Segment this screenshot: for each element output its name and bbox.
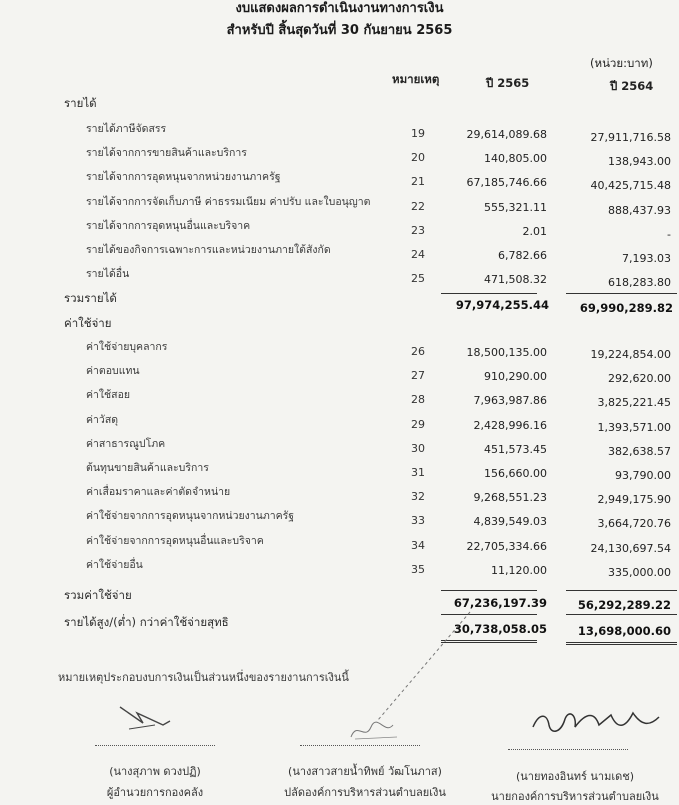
expense-row-note: 34 bbox=[411, 538, 425, 552]
revenue-row-note: 19 bbox=[411, 127, 425, 140]
expense-row-2564: 19,224,854.00 bbox=[590, 348, 671, 361]
revenue-row-note: 23 bbox=[411, 223, 425, 237]
expense-row-note: 35 bbox=[411, 562, 425, 576]
expense-row-label: ค่าใช้จ่ายบุคลากร bbox=[86, 341, 168, 353]
expense-row-label: ค่าสาธารณูปโภค bbox=[86, 437, 166, 450]
signature-1-title: ผู้อำนวยการกองคลัง bbox=[106, 786, 204, 799]
signature-3-name: (นายทองอินทร์ นามเดช) bbox=[515, 770, 635, 783]
revenue-row-2565: 140,805.00 bbox=[484, 152, 547, 166]
revenue-row-label: รายได้จากการอุดหนุนจากหน่วยงานภาครัฐ bbox=[86, 171, 281, 184]
expense-heading: ค่าใช้จ่าย bbox=[64, 316, 112, 330]
report-subtitle: สำหรับปี สิ้นสุดวันที่ 30 กันยายน 2565 bbox=[226, 23, 453, 38]
expense-row-2565: 7,963,987.86 bbox=[473, 394, 547, 408]
expense-row-2565: 4,839,549.03 bbox=[473, 515, 547, 529]
revenue-total-label: รวมรายได้ bbox=[64, 291, 117, 305]
revenue-row-2565: 471,508.32 bbox=[484, 273, 547, 287]
revenue-row-note: 20 bbox=[411, 151, 425, 165]
expense-row-2564: 2,949,175.90 bbox=[597, 493, 671, 507]
expense-row-label: ค่าวัสดุ bbox=[86, 413, 119, 426]
revenue-row-2565: 29,614,089.68 bbox=[466, 128, 547, 141]
expense-total-2565: 67,236,197.39 bbox=[453, 596, 547, 610]
signature-3-title: นายกองค์การบริหารส่วนตำบลยเงิน bbox=[491, 790, 659, 803]
expense-row-note: 32 bbox=[411, 490, 425, 504]
expense-row-2564: 335,000.00 bbox=[608, 565, 671, 579]
expense-row-note: 28 bbox=[411, 393, 425, 407]
expense-row-note: 29 bbox=[411, 417, 425, 431]
revenue-row-2565: 6,782.66 bbox=[498, 249, 547, 262]
revenue-row-note: 22 bbox=[411, 199, 425, 213]
expense-row-2565: 2,428,996.16 bbox=[473, 418, 547, 432]
expense-total-2564: 56,292,289.22 bbox=[577, 598, 671, 612]
expense-row-2564: 3,825,221.45 bbox=[597, 396, 671, 410]
revenue-row-2565: 2.01 bbox=[522, 224, 547, 238]
revenue-row-label: รายได้ของกิจการเฉพาะการและหน่วยงานภายใต้สังกัด bbox=[86, 244, 331, 256]
surplus-2564: 13,698,000.60 bbox=[577, 624, 671, 638]
revenue-row-2565: 67,185,746.66 bbox=[466, 176, 547, 190]
revenue-row-label: รายได้จากการอุดหนุนอื่นและบริจาค bbox=[86, 219, 251, 232]
surplus-label: รายได้สูง/(ต่ำ) กว่าค่าใช้จ่ายสุทธิ bbox=[64, 615, 229, 629]
signature-line-3 bbox=[508, 749, 628, 750]
signature-3-scribble bbox=[525, 705, 665, 741]
revenue-total-2565: 97,974,255.44 bbox=[455, 298, 549, 312]
revenue-row-2565: 555,321.11 bbox=[484, 200, 547, 214]
expense-row-2564: 1,393,571.00 bbox=[597, 420, 671, 434]
expense-row-2564: 292,620.00 bbox=[608, 372, 671, 386]
signature-2-name: (นางสาวสายน้ำทิพย์ วัฒโนภาส) bbox=[288, 765, 442, 778]
expense-row-note: 27 bbox=[411, 369, 425, 383]
revenue-row-label: รายได้อื่น bbox=[86, 268, 130, 281]
expense-row-note: 33 bbox=[411, 514, 425, 528]
expense-row-2565: 451,573.45 bbox=[484, 442, 547, 456]
expense-row-label: ค่าเสื่อมราคาและค่าตัดจำหน่าย bbox=[86, 486, 231, 499]
expense-row-label: ค่าใช้สอย bbox=[86, 389, 131, 402]
revenue-row-label: รายได้ภาษีจัดสรร bbox=[86, 123, 167, 135]
surplus-2565: 30,738,058.05 bbox=[453, 622, 547, 636]
revenue-row-label: รายได้จากการจัดเก็บภาษี ค่าธรรมเนียม ค่าปรับ และใบอนุญาต bbox=[86, 195, 371, 208]
expense-row-2564: 93,790.00 bbox=[615, 469, 671, 482]
expense-row-2565: 11,120.00 bbox=[491, 563, 547, 577]
revenue-row-2564: 138,943.00 bbox=[608, 155, 671, 169]
signature-1-name: (นางสุภาพ ดวงปฏิ) bbox=[109, 765, 201, 778]
col-2564-header: ปี 2564 bbox=[610, 79, 654, 93]
expense-row-2564: 382,638.57 bbox=[608, 444, 671, 458]
revenue-row-2564: 888,437.93 bbox=[608, 203, 671, 217]
expense-row-2565: 9,268,551.23 bbox=[473, 491, 547, 505]
expense-row-2565: 22,705,334.66 bbox=[466, 539, 547, 553]
revenue-row-2564: 27,911,716.58 bbox=[590, 131, 671, 144]
expense-row-label: ค่าใช้จ่ายอื่น bbox=[86, 558, 143, 571]
revenue-row-2564: - bbox=[667, 227, 671, 241]
expense-row-note: 31 bbox=[411, 466, 425, 479]
revenue-row-label: รายได้จากการขายสินค้าและบริการ bbox=[86, 147, 247, 160]
expense-row-2564: 3,664,720.76 bbox=[597, 517, 671, 531]
signature-1-scribble bbox=[115, 695, 185, 735]
revenue-heading: รายได้ bbox=[64, 96, 97, 110]
expense-row-2565: 910,290.00 bbox=[484, 370, 547, 384]
revenue-row-2564: 7,193.03 bbox=[622, 252, 671, 265]
revenue-row-2564: 618,283.80 bbox=[608, 276, 671, 290]
revenue-row-note: 21 bbox=[411, 175, 425, 189]
col-note-header: หมายเหตุ bbox=[392, 72, 440, 86]
revenue-row-note: 24 bbox=[411, 248, 425, 261]
unit-label: (หน่วย:บาท) bbox=[590, 56, 653, 70]
expense-row-label: ค่าใช้จ่ายจากการอุดหนุนจากหน่วยงานภาครัฐ bbox=[86, 510, 295, 523]
revenue-total-2564: 69,990,289.82 bbox=[579, 301, 673, 315]
expense-row-label: ค่าตอบแทน bbox=[86, 365, 140, 378]
col-2565-header: ปี 2565 bbox=[486, 76, 530, 90]
expense-row-label: ต้นทุนขายสินค้าและบริการ bbox=[86, 462, 209, 474]
expense-row-2565: 18,500,135.00 bbox=[466, 346, 547, 359]
revenue-row-2564: 40,425,715.48 bbox=[590, 179, 671, 193]
revenue-row-note: 25 bbox=[411, 272, 425, 286]
signature-line-2 bbox=[300, 745, 420, 746]
footnote: หมายเหตุประกอบงบการเงินเป็นส่วนหนึ่งของรายงานการเงินนี้ bbox=[58, 671, 349, 684]
expense-row-2565: 156,660.00 bbox=[484, 467, 547, 480]
expense-row-note: 26 bbox=[411, 345, 425, 358]
signature-2-title: ปลัดองค์การบริหารส่วนตำบลยเงิน bbox=[284, 786, 446, 799]
signature-line-1 bbox=[95, 745, 215, 746]
signature-2-scribble bbox=[345, 715, 405, 745]
expense-total-label: รวมค่าใช้จ่าย bbox=[64, 588, 132, 602]
expense-row-label: ค่าใช้จ่ายจากการอุดหนุนอื่นและบริจาค bbox=[86, 534, 264, 547]
expense-row-2564: 24,130,697.54 bbox=[590, 541, 671, 555]
expense-row-note: 30 bbox=[411, 441, 425, 455]
report-title: งบแสดงผลการดำเนินงานทางการเงิน bbox=[235, 1, 444, 16]
